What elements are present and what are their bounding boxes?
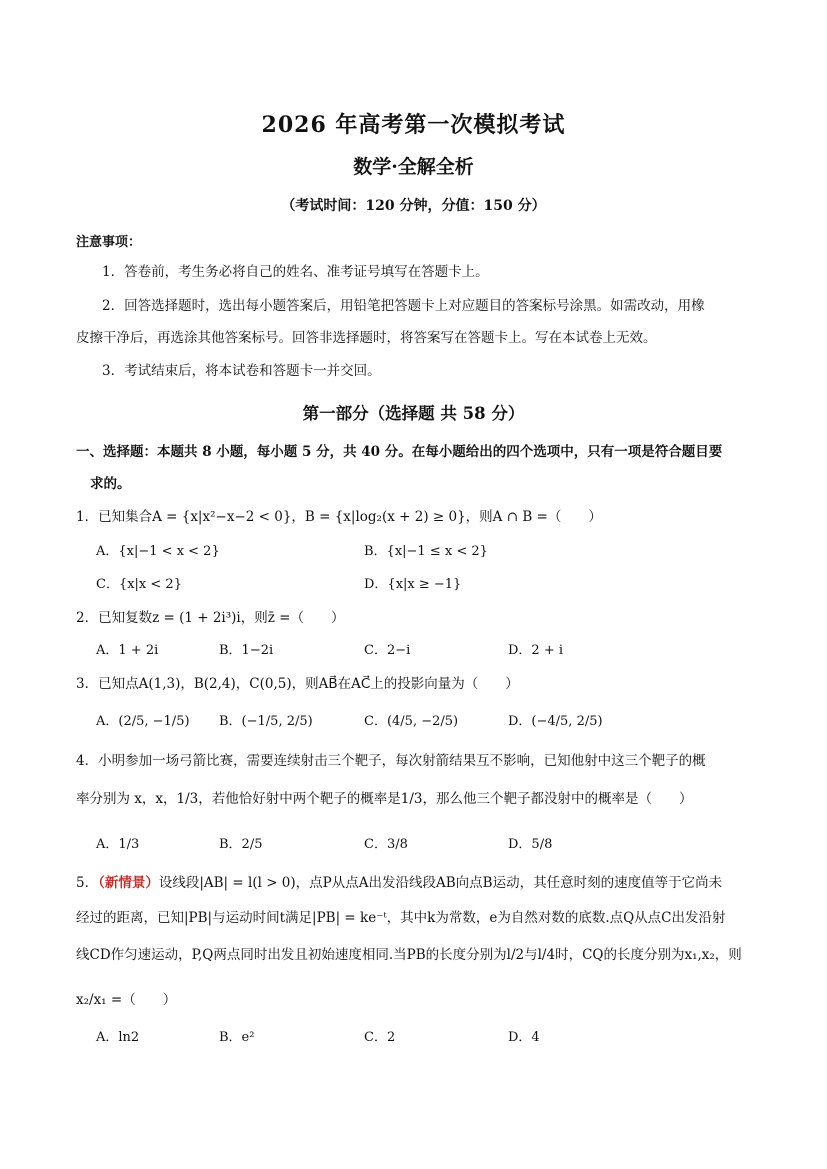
question-4-option-a: A．1/3 bbox=[96, 837, 140, 852]
question-4-option-d: D．5/8 bbox=[508, 837, 553, 852]
question-4-option-b: B．2/5 bbox=[219, 837, 263, 852]
question-5-option-a: A．ln2 bbox=[96, 1030, 140, 1045]
question-2-option-c: C．2−i bbox=[364, 643, 411, 658]
question-2-option-d: D．2 + i bbox=[508, 643, 564, 658]
question-3-option-a: A．(2/5, −1/5) bbox=[96, 714, 190, 729]
new-scenario-tag: （新情景） bbox=[98, 875, 159, 891]
question-5-line3: 线CD作匀速运动，P,Q两点同时出发且初始速度相同.当PB的长度分别为l/2与l/4时，CQ的长度分别为x₁,x₂，则 bbox=[76, 947, 742, 963]
note-item: 皮擦干净后，再选涂其他答案标号。回答非选择题时，将答案写在答题卡上。写在本试卷上无效。 bbox=[76, 330, 657, 346]
section-title: 第一部分（选择题 共 58 分） bbox=[302, 404, 525, 423]
notes-heading: 注意事项： bbox=[76, 235, 142, 250]
question-1-stem: 1．已知集合A = {x|x²−x−2 < 0}，B = {x|log₂(x + 2) ≥ 0}，则A ∩ B =（ ） bbox=[76, 509, 602, 525]
question-5-line1: 5．（新情景）设线段|AB| = l(l > 0)，点P从点A出发沿线段AB向点B运动，其任意时刻的速度值等于它尚未 bbox=[76, 875, 723, 891]
note-item: 1．答卷前，考生务必将自己的姓名、准考证号填写在答题卡上。 bbox=[102, 264, 489, 280]
question-3-option-d: D．(−4/5, 2/5) bbox=[508, 714, 603, 729]
question-5-line2: 经过的距离，已知|PB|与运动时间t满足|PB| = ke⁻ᵗ，其中k为常数，e为自然对数的底数.点Q从点C出发沿射 bbox=[76, 910, 726, 926]
exam-meta: （考试时间：120 分钟，分值：150 分） bbox=[281, 198, 546, 214]
note-item: 2．回答选择题时，选出每小题答案后，用铅笔把答题卡上对应题目的答案标号涂黑。如需改动，用橡 bbox=[102, 298, 705, 314]
page-title: 2026 年高考第一次模拟考试 bbox=[261, 112, 566, 138]
note-item: 3．考试结束后，将本试卷和答题卡一并交回。 bbox=[102, 363, 381, 379]
question-1-option-d: D．{x|x ≥ −1} bbox=[364, 577, 462, 592]
question-3-option-b: B．(−1/5, 2/5) bbox=[219, 714, 313, 729]
question-5-option-b: B．e² bbox=[219, 1030, 255, 1045]
section-intro-cont: 求的。 bbox=[90, 476, 131, 492]
question-1-option-b: B．{x|−1 ≤ x < 2} bbox=[364, 544, 488, 559]
question-4-line1: 4．小明参加一场弓箭比赛，需要连续射击三个靶子，每次射箭结果互不影响，已知他射中这三个靶子的概 bbox=[76, 753, 706, 769]
question-2-stem: 2．已知复数z = (1 + 2i³)i，则z̄ =（ ） bbox=[76, 610, 345, 626]
question-5-option-c: C．2 bbox=[364, 1030, 396, 1045]
page-subtitle: 数学·全解全析 bbox=[353, 156, 474, 178]
question-3-stem: 3．已知点A(1,3)，B(2,4)，C(0,5)，则AB⃗在AC⃗上的投影向量为（ ） bbox=[76, 676, 519, 692]
question-3-option-c: C．(4/5, −2/5) bbox=[364, 714, 459, 729]
section-intro: 一、选择题：本题共 8 小题，每小题 5 分，共 40 分。在每小题给出的四个选项中，只有一项是符合题目要 bbox=[76, 444, 723, 460]
question-5-option-d: D．4 bbox=[508, 1030, 540, 1045]
question-1-option-c: C．{x|x < 2} bbox=[96, 577, 182, 592]
question-5-line4: x₂/x₁ =（ ） bbox=[76, 992, 177, 1008]
question-1-option-a: A．{x|−1 < x < 2} bbox=[96, 544, 220, 559]
question-4-line2: 率分别为 x，x，1/3，若他恰好射中两个靶子的概率是1/3，那么他三个靶子都没射中的概率是（ ） bbox=[76, 791, 693, 807]
question-2-option-a: A．1 + 2i bbox=[96, 643, 159, 658]
question-4-option-c: C．3/8 bbox=[364, 837, 408, 852]
question-2-option-b: B．1−2i bbox=[219, 643, 274, 658]
